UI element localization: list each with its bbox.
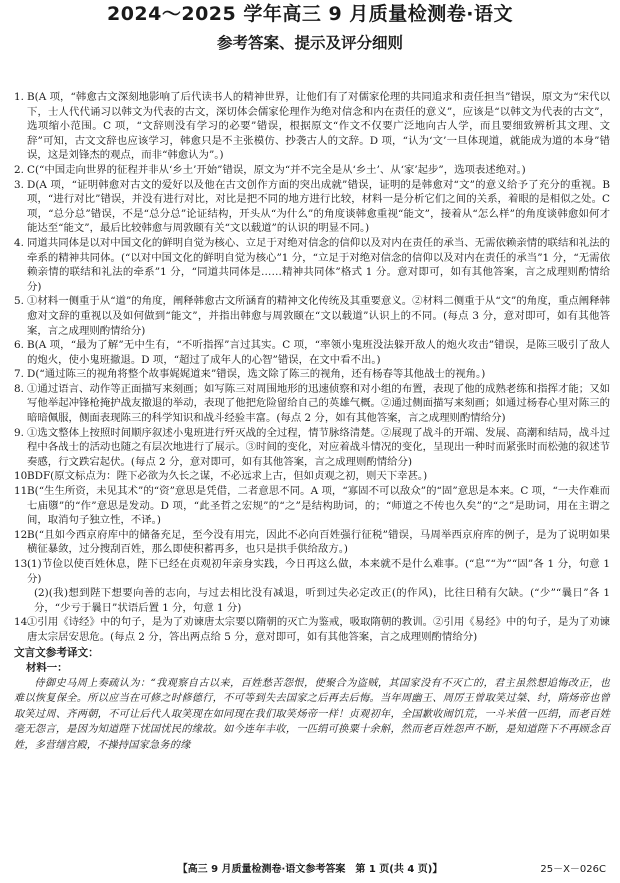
answer-item xyxy=(14,557,610,586)
answer-item xyxy=(14,469,610,484)
answer-text: B(“且如今西京府库中的储备充足，至今没有用完，因此不必向百姓强行征税”错误，马周举西京府库的例子，是为了说明如果横征暴敛，过分搜刮百姓，那么即使积蓄再多，也只是拱手供给敌方。) xyxy=(27,528,610,556)
answer-number: 13. xyxy=(14,558,31,570)
answer-item xyxy=(14,163,610,178)
answer-number: 14. xyxy=(14,616,31,629)
answer-item xyxy=(14,367,610,382)
answer-item xyxy=(14,382,610,426)
answer-item xyxy=(14,338,610,367)
answer-item xyxy=(14,528,610,557)
answer-text: ①通过语言、动作等正面描写来刻画；如写陈三对周围地形的迅速侦察和对小组的布置，表现了他的成熟老练和指挥才能；又如写他举起冲锋枪掩护战友撤退的举动，表现了他把危险留给自己的英雄气概。②通过侧面描写来刻画；如通过杨春心里对陈三的暗暗佩服，侧面表现陈三的科学知识和战斗经验丰富。(每点 2 分，如有其他答案，言之成理则酌情给分) xyxy=(27,382,610,425)
answer-number: 11. xyxy=(14,485,31,498)
answer-item xyxy=(14,90,610,163)
answer-text: ①选文整体上按照时间顺序叙述小鬼班进行歼灭战的全过程，情节脉络清楚。②展现了战斗的开端、发展、高潮和结局，战斗过程中各战士的活动也随之有层次地进行了展示。③时间的变化，对应着战斗情况的变化，呈现出一种时而紧张时而松弛的叙述节奏感，行文跌宕起伏。(每点 2 分，意对即可，如有其他答案，言之成理则酌情给分) xyxy=(27,426,610,468)
answer-number: 12. xyxy=(14,528,31,541)
answer-number: 1. xyxy=(14,91,24,103)
footer-code: 25－X－026C xyxy=(540,864,606,875)
answer-number: 4. xyxy=(14,236,24,249)
answer-text: B(“生生所资，未见其术”的“资”意思是凭借，二者意思不同。A 项，“寡固不可以敌众”的“固”意思是本来。C 项，“一夫作难而七庙隳”的“作”意思是发动。D 项，“此圣哲之宏规”的“之”是结构助词，的；“师道之不传也久矣”的“之”是助词，用在主谓之间，取消句子独立性，不译。) xyxy=(27,485,610,527)
answer-item xyxy=(14,615,610,644)
answer-number: 2. xyxy=(14,163,24,176)
answer-text: B(A 项，“最为了解”无中生有，“不听指挥”言过其实。C 项，“率领小鬼班没法躲开敌人的炮火攻击”错误，是陈三吸引了敌人的炮火，使小鬼班撤退。D 项，“超过了成年人的心智”错误，在文中看不出。) xyxy=(27,339,610,366)
answer-item xyxy=(14,294,610,338)
answer-number: 3. xyxy=(14,178,24,191)
answer-text: D(“通过陈三的视角将整个故事娓娓道来”错误，选文除了陈三的视角，还有杨春等其他战士的视角。) xyxy=(27,368,486,381)
material-label: 材料一： xyxy=(26,661,68,674)
answer-number: 9. xyxy=(14,426,24,439)
answer-text: BDF(原文标点为：陛下必欲为久长之谋，不必远求上古，但如贞观之初，则天下幸甚。) xyxy=(27,470,428,483)
footer-page-info: 【高三 9 月质量检测卷·语文参考答案 第 1 页(共 4 页)】 xyxy=(177,864,443,875)
answer-text: ①引用《诗经》中的句子，是为了劝谏唐太宗要以隋朝的灭亡为鉴戒，吸取隋朝的教训。②引用《易经》中的句子，是为了劝谏唐太宗居安思危。(每点 2 分，答出两点给 5 分，意对即可，如有其他答案，言之成理则酌情给分) xyxy=(27,616,610,643)
answer-text: ①材料一侧重于从“道”的角度，阐释韩愈古文所涵育的精神文化传统及其重要意义。②材料二侧重于从“文”的角度，重点阐释韩愈对文辞的重视以及如何做到“能文”，并指出韩愈与周敦颐在“文以载道”认识上的不同。(每点 3 分，意对即可，如有其他答案，言之成理则酌情给分) xyxy=(27,295,610,337)
answer-text: (1)节俭以使百姓休息，陛下已经在贞观初年亲身实践，今日再这么做，本来就不是什么难事。(“息”“为”“固”各 1 分，句意 1 分) xyxy=(27,558,610,585)
answer-text: C(“中国走向世界的征程并非从‘乡土’开始”错误，原文为“并不完全是从‘乡土’、从‘家’起步”，选项表述绝对。) xyxy=(27,163,526,176)
answer-text: (2)(我)想到陛下想要向善的志向，与过去相比没有减退，听到过失必定改正(的作风)，比往日稍有欠缺。(“少”“曩日”各 1 分，“少亏于曩日”状语后置 1 分，句意 1 分) xyxy=(34,587,610,614)
answers-body xyxy=(14,90,610,754)
answer-item xyxy=(14,484,610,528)
answer-number: 10. xyxy=(14,470,31,483)
page-title: 2024～2025 学年高三 9 月质量检测卷·语文 xyxy=(106,3,514,25)
answer-text: B(A 项，“韩愈古文深刻地影响了后代读书人的精神世界，让他们有了对儒家伦理的共同追求和责任担当”错误，原文为“宋代以下，士人代代诵习以韩文为代表的古文，深切体会儒家伦理作为绝对信念和内在责任的意义”，应该是“以韩文为代表的古文”，选项缩小范围。C 项，“文辞则没有学习的必要”错误，根据原文“作文不仅要广泛地向古人学，而且要细致辨析其文理、文辞”可知，古文文辞也应该学习，韩愈只是不主张模仿、抄袭古人的文辞。D 项，“认为‘文’一旦体现道，就能成为道的本身”错误，这是刘锋杰的观点，而非“韩愈认为”。) xyxy=(27,91,610,162)
translation-text: 侍御史马周上奏疏认为：“我观察自古以来，百姓愁苦怨恨，使聚合为盗贼，其国家没有不灭亡的，君主虽然想追悔改正，也难以恢复保全。所以应当在可修之时修德行，不可等到失去国家之后再去后悔。当年周幽王、周厉王曾取笑过桀、纣，隋炀帝也曾取笑过周、齐两朝，不可让后代人取笑现在如同现在我们取笑炀帝一样！贞观初年，全国歉收闹饥荒，一斗米值一匹绢，而老百姓毫无怨言，是因为知道陛下忧国忧民的缘故。如今连年丰收，一匹绢可换粟十余斛，然而老百姓怨声不断，是知道陛下不再顾念百姓，多营缮宫殿，不操持国家急务的缘 xyxy=(14,677,610,751)
answer-number: 6. xyxy=(14,339,24,352)
answer-item xyxy=(14,236,610,294)
answer-item xyxy=(14,178,610,236)
answer-item xyxy=(14,426,610,470)
answer-subitem xyxy=(14,586,610,615)
page-subtitle: 参考答案、提示及评分细则 xyxy=(216,34,403,52)
page-footer xyxy=(0,862,620,878)
answer-number: 7. xyxy=(14,368,24,381)
answer-number: 8. xyxy=(14,382,24,395)
translation-heading: 文言文参考译文： xyxy=(14,646,99,659)
answer-number: 5. xyxy=(14,295,24,308)
answer-text: 同道共同体是以对中国文化的鲜明自觉为核心、立足于对绝对信念的信仰以及对内在责任的承当、无需依赖亲情的联结和礼法的牵系的精神共同体。(“以对中国文化的鲜明自觉为核心”1 分，“立足于对绝对信念的信仰以及对内在责任的承当”1 分，“无需依赖亲情的联结和礼法的牵系”1 分，“同道共同体是……精神共同体”格式 1 分。意对即可，如有其他答案，言之成理则酌情给分) xyxy=(27,236,610,293)
answer-text: D(A 项，“证明韩愈对古文的爱好以及他在古文创作方面的突出成就”错误，证明的是韩愈对“文”的意义给予了充分的重视。B 项，“进行对比”错误，并没有进行对比，对比是把不同的地方进行比较，材料一是分析它们之间的关系，着眼的是相似之处。C 项，“总分总”错误，不是“总分总”论证结构，开头从“为什么”的角度谈韩愈重视“能文”，接着从“怎么样”的角度谈韩愈如何才能达至“能文”，最后比较韩愈与周敦颐有关“文以载道”的认识的明显不同。) xyxy=(27,178,610,235)
